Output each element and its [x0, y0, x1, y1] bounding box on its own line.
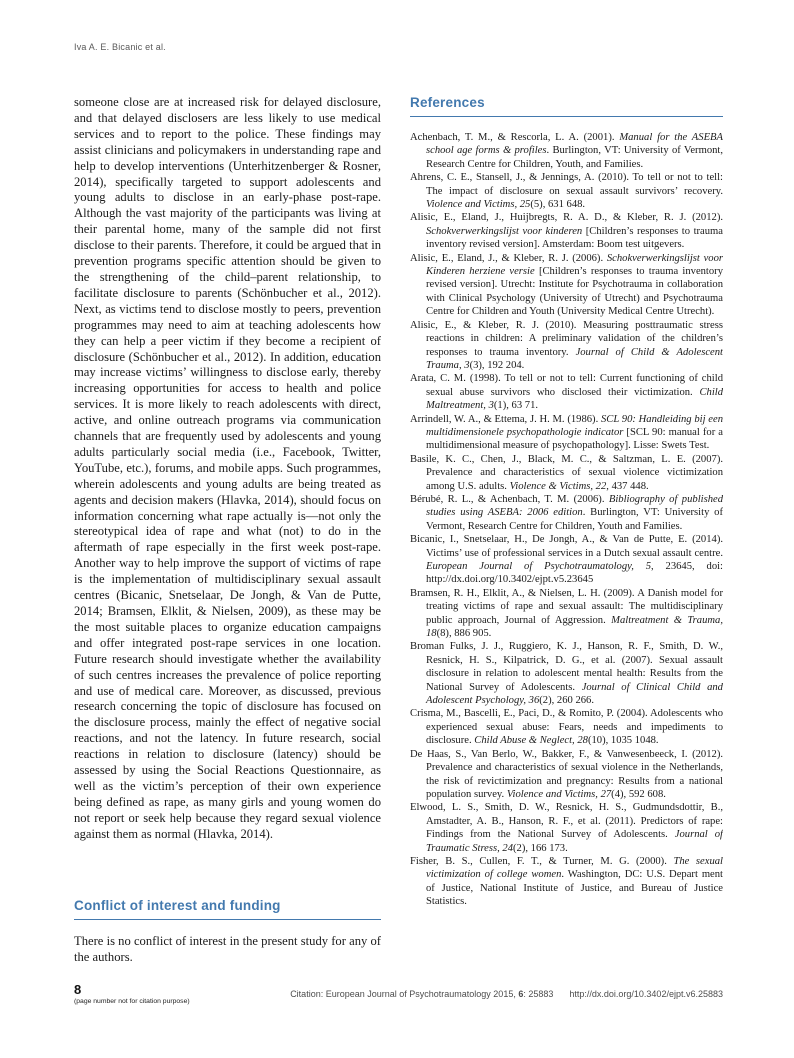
- citation-volume: 6: [518, 989, 524, 999]
- conflict-paragraph: There is no conflict of interest in the present study for any of the authors.: [74, 934, 381, 964]
- reference-item: Fisher, B. S., Cullen, F. T., & Turner, M. G. (2000). The sexual victimization of college women. Washington, DC: U.S. Depart ment of Justice, National Institute of Justice, and Bureau of Justice Statistics.: [410, 855, 723, 908]
- reference-item: De Haas, S., Van Berlo, W., Bakker, F., & Vanwesenbeeck, I. (2012). Prevalence and characteristics of sexual violence in the Netherlands, the risk of revictimization and pregnancy: Results from a national population survey. Violence and Victims, 27(4), 592 608.: [410, 748, 723, 800]
- reference-item: Alisic, E., Eland, J., & Kleber, R. J. (2006). Schokverwerkingslijst voor Kinderen herziene versie [Children’s responses to trauma inventory revised version]. Utrecht: Institute for Psychotrauma in collaboration with Clinical Psychology (University of Utrecht) and Psychotrauma Centre for Children and Youth (University Medical Centre Utrecht).: [410, 252, 723, 318]
- page-number-note: (page number not for citation purpose): [74, 998, 190, 1005]
- conflict-heading: Conflict of interest and funding: [74, 898, 381, 920]
- reference-item: Alisic, E., Eland, J., Huijbregts, R. A. D., & Kleber, R. J. (2012). Schokverwerkingslijst voor kinderen [Children’s responses to trauma inventory revised version]. Amsterdam: Boom test uitgevers.: [410, 212, 723, 251]
- citation-doi: http://dx.doi.org/10.3402/ejpt.v6.25883: [569, 989, 723, 999]
- discussion-paragraph: someone close are at increased risk for delayed disclosure, and that delayed disclosers are less likely to use medical services and to report to the police. These findings may assist clinicians and policymakers in understanding rape and help to develop interventions (Unterhitzenberger & Rosner, 2014), specifically targeted to support adolescents and young adults to disclose in an early-phase post-rape. Although the vast majority of the participants was living at their parental home, many of the sample did not first disclose to their parents. Therefore, it could be argued that in prevention programs specific attention should be given to the strengthening of the child–parent relationship, to facilitate disclosure to parents (Schönbucher et al., 2012). Next, as victims tend to disclose mostly to peers, prevention programmes may need to aim at teaching adolescents how they can help a peer victim if they become a recipient of disclosure (Schönbucher et al., 2012). In addition, education may increase victims’ willingness to disclose early, thereby increasing opportunities for access to health and police services. It is more likely to reach adolescents with direct, active, and online outreach programs via communication channels that are frequently used by adolescents and young adults particularly social media (i.e., Facebook, Twitter, YouTube, etc.), forums, and mobile apps. Such programmes, wherein adolescents and young adults are being treated as agents and decision makers (Hlavka, 2014), should focus on information concerning what rape actually is—not only the stereotypical idea of rape and what (not) to do in the aftermath of rape especially in the first week post-rape. Another way to help improve the support of victims of rape is the implementation of multidisciplinary sexual assault centres (Bicanic, Snetselaar, De Jongh, & Van de Putte, 2014; Bramsen, Elklit, & Nielsen, 2009), as these may be the most suitable places to organize education campaigns and offer integrated post-rape services in one location. Future research should investigate whether the availability of such centres increases the prevalence of police reporting and use of medical care. Moreover, as discussed, previous research concerning the topic of disclosure has focused on the disclosure process, mainly the effect of negative social reactions, and not the latency. In future research, social reactions in relation to disclosure (latency) should be assessed by using the Social Reactions Questionnaire, as well as the victim’s perception of their own experience being defined as rape, as many girls and young women do not report or seek help because they regard sexual violence against them as normal (Hlavka, 2014).: [74, 95, 381, 841]
- reference-item: Bramsen, R. H., Elklit, A., & Nielsen, L. H. (2009). A Danish model for treating victims of rape and sexual assault: The multidisciplinary public approach, Journal of Aggression. Maltreatment & Trauma, 18(8), 886 905.: [410, 587, 723, 640]
- citation-issue: : 25883: [523, 989, 554, 999]
- reference-item: Ahrens, C. E., Stansell, J., & Jennings, A. (2010). To tell or not to tell: The impact of disclosure on sexual assault survivors’ recovery. Violence and Victims, 25(5), 631 648.: [410, 172, 723, 211]
- running-head: Iva A. E. Bicanic et al.: [74, 42, 166, 52]
- reference-item: Crisma, M., Bascelli, E., Paci, D., & Romito, P. (2004). Adolescents who experienced sexual abuse: Fears, needs and impediments to disclosure. Child Abuse & Neglect, 28(10), 1035 1048.: [410, 708, 723, 747]
- footer-citation: [290, 989, 723, 999]
- references-column: [410, 95, 723, 1007]
- left-column: [74, 95, 381, 843]
- reference-item: Basile, K. C., Chen, J., Black, M. C., & Saltzman, L. E. (2007). Prevalence and characteristics of sexual violence victimization among U.S. adults. Violence & Victims, 22, 437 448.: [410, 453, 723, 492]
- footer-page-number-block: [74, 983, 190, 1005]
- conflict-of-interest-section: [74, 898, 381, 966]
- reference-item: Elwood, L. S., Smith, D. W., Resnick, H. S., Gudmundsdottir, B., Amstadter, A. B., Hanson, R. F., et al. (2011). Predictors of rape: Findings from the National Survey of Adolescents. Journal of Traumatic Stress, 24(2), 166 173.: [410, 802, 723, 854]
- reference-item: Achenbach, T. M., & Rescorla, L. A. (2001). Manual for the ASEBA school age forms & profiles. Burlington, VT: University of Vermont, Research Centre for Children, Youth, and Families.: [410, 132, 723, 170]
- references-heading: References: [410, 95, 723, 117]
- reference-item: Bérubé, R. L., & Achenbach, T. M. (2006). Bibliography of published studies using ASEBA: 2006 edition. Burlington, VT: University of Vermont, Research Centre for Children, Youth and Families.: [410, 493, 723, 532]
- reference-item: Arata, C. M. (1998). To tell or not to tell: Current functioning of child sexual abuse survivors who disclosed their victimization. Child Maltreatment, 3(1), 63 71.: [410, 373, 723, 412]
- citation-text: Citation: European Journal of Psychotraumatology 2015,: [290, 989, 519, 999]
- reference-item: Arrindell, W. A., & Ettema, J. H. M. (1986). SCL 90: Handleiding bij een multidimensionele psychopathologie indicator [SCL 90: manual for a multidimensional measure of psychopathology]. Lisse: Swets Test.: [410, 413, 723, 452]
- reference-item: Bicanic, I., Snetselaar, H., De Jongh, A., & Van de Putte, E. (2014). Victims’ use of professional services in a Dutch sexual assault centre. European Journal of Psychotraumatology, 5, 23645, doi: http://dx.doi.org/10.3402/ejpt.v5.23645: [410, 534, 723, 586]
- reference-item: Broman Fulks, J. J., Ruggiero, K. J., Hanson, R. F., Smith, D. W., Resnick, H. S., Kilpatrick, D. G., et al. (2007). Sexual assault disclosure in relation to adolescent mental health: Results from the National Survey of Adolescents. Journal of Clinical Child and Adolescent Psychology, 36(2), 260 266.: [410, 641, 723, 707]
- reference-item: Alisic, E., & Kleber, R. J. (2010). Measuring posttraumatic stress reactions in children: A preliminary validation of the children’s responses to trauma inventory. Journal of Child & Adolescent Trauma, 3(3), 192 204.: [410, 319, 723, 371]
- page-number: 8: [74, 982, 82, 997]
- references-list: [410, 131, 723, 909]
